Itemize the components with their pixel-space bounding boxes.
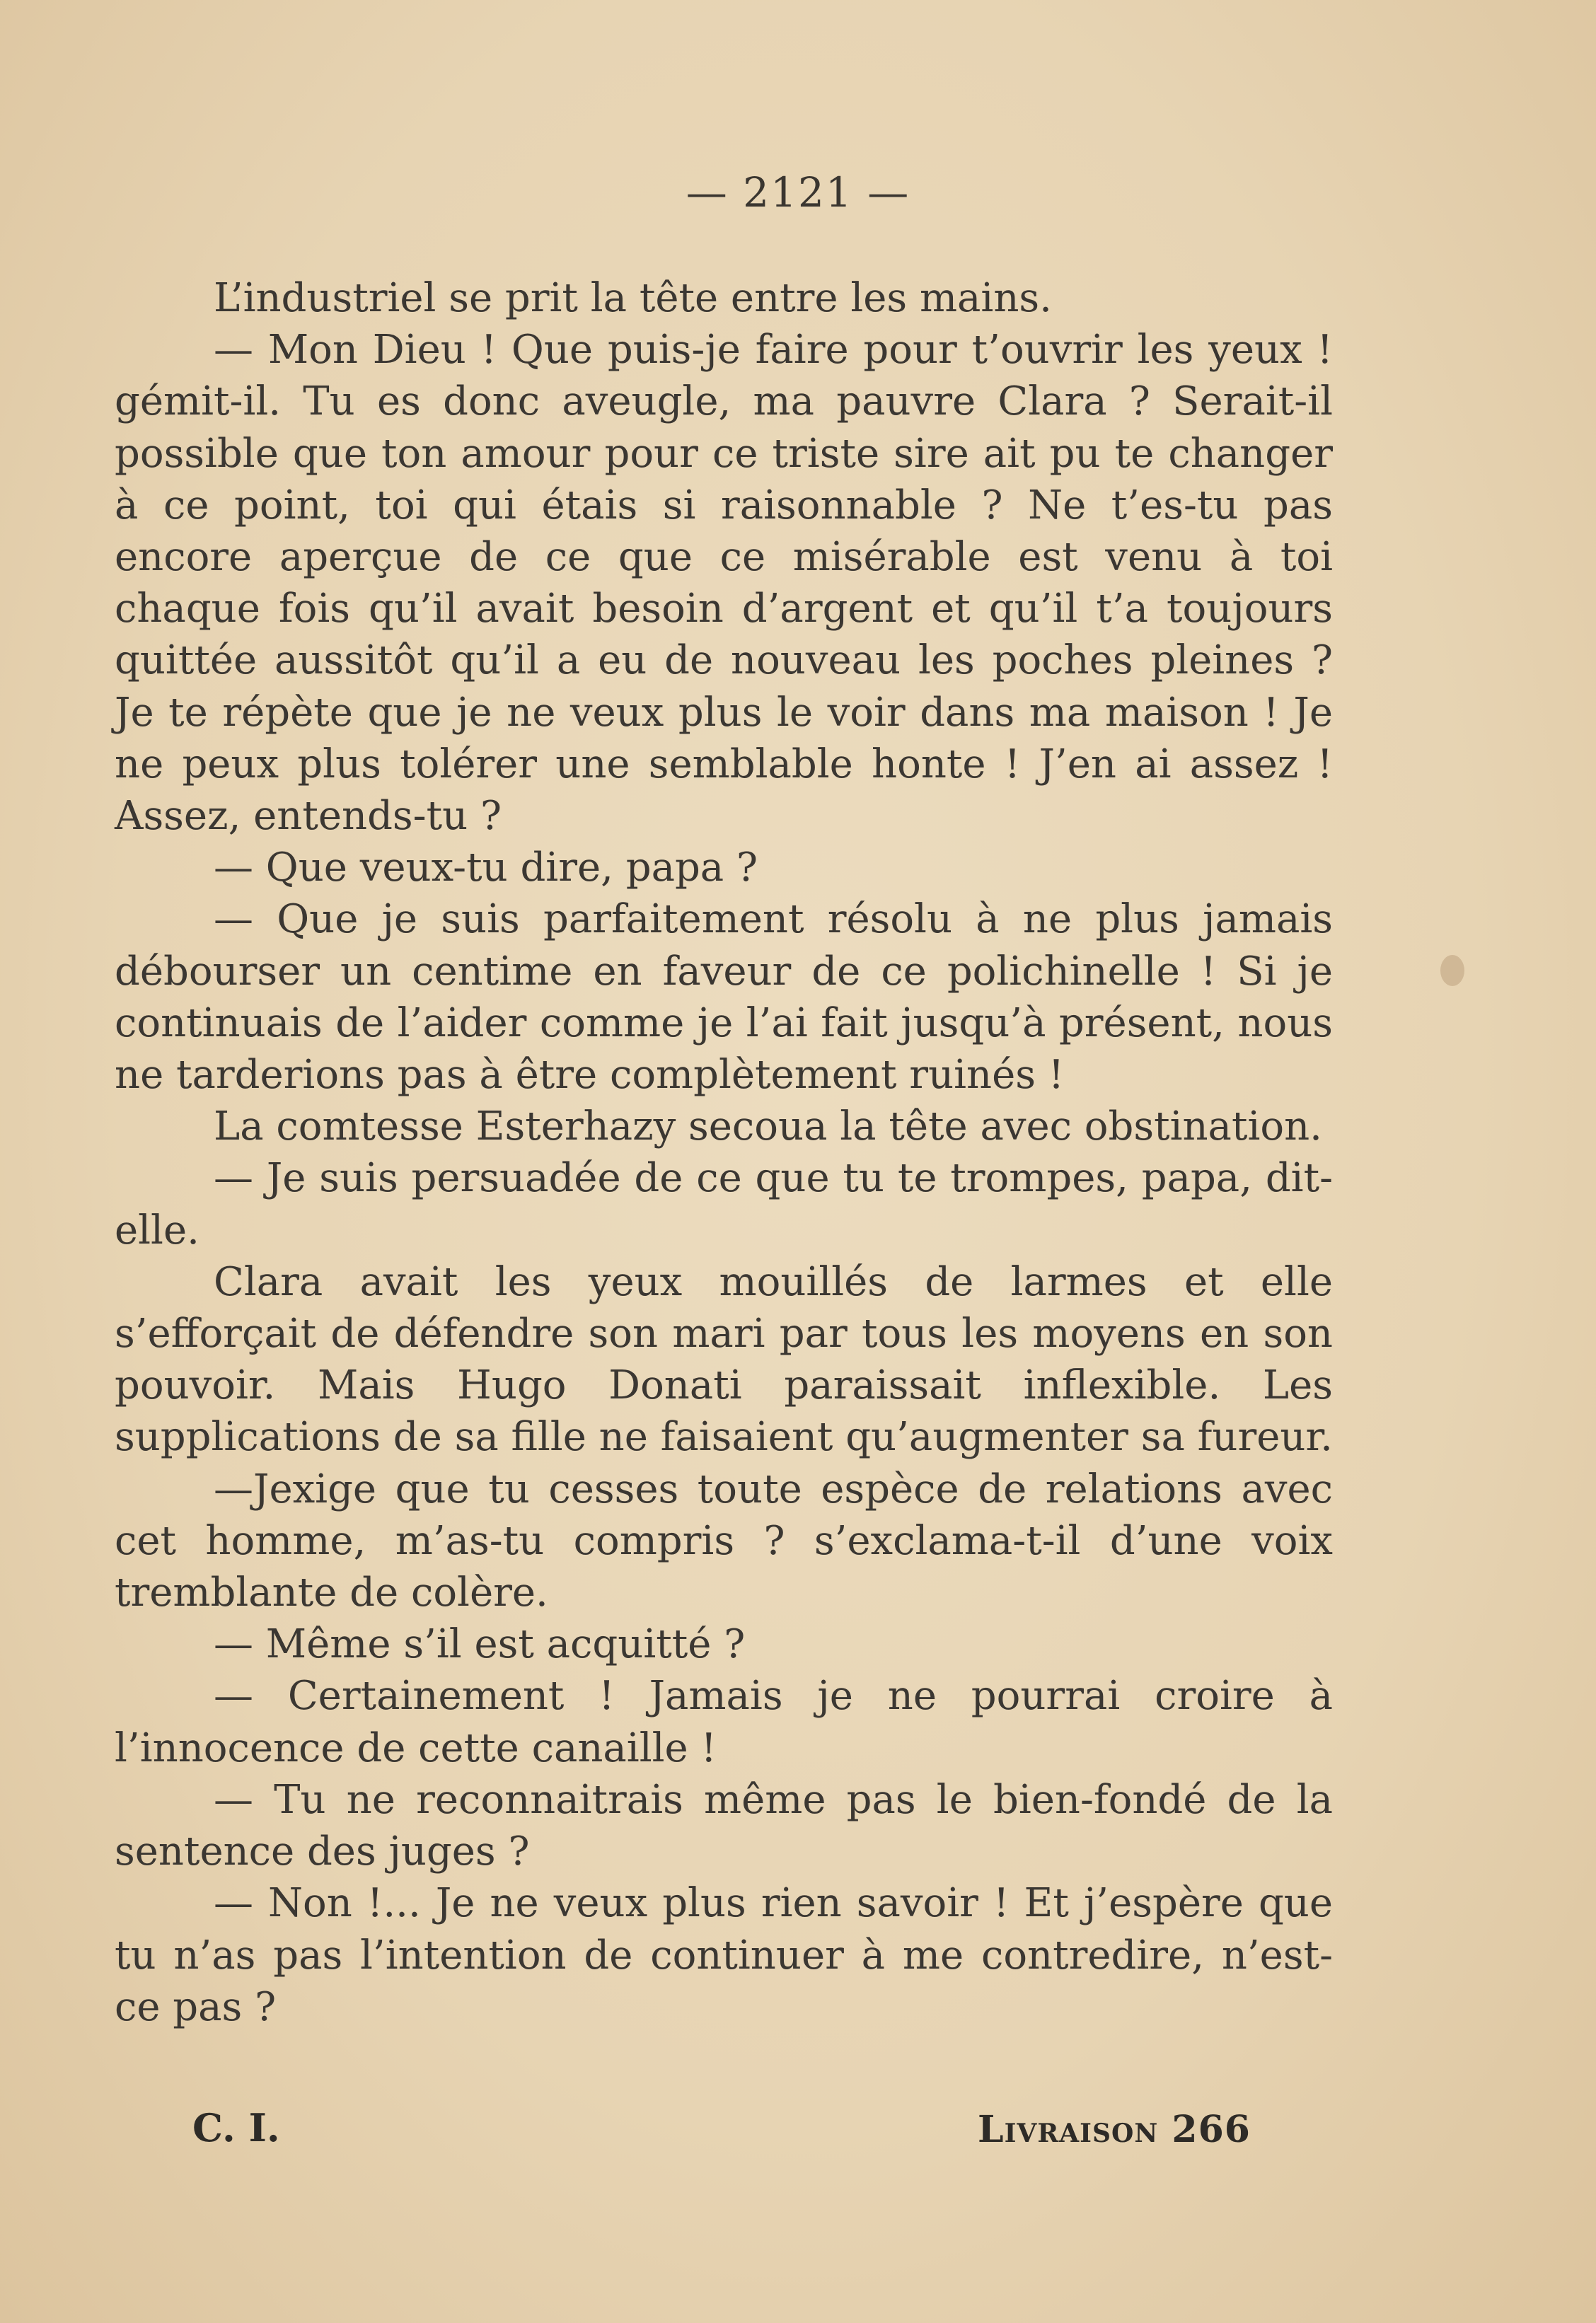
paper-stain: [1440, 955, 1464, 986]
paragraph: —Jexige que tu cesses toute espèce de relations avec cet homme, m’as-tu compris ? s’exclama-t-il d’une voix tremblante de colère.: [115, 1466, 1333, 1616]
page-number: — 2121 —: [686, 168, 910, 216]
body-text: [115, 272, 1333, 2033]
paragraph: Clara avait les yeux mouillés de larmes et elle s’efforçait de défendre son mari par tous les moyens en son pouvoir. Mais Hugo Donati paraissait inflexible. Les supplications de sa fille ne faisaient qu’augmenter sa fureur.: [115, 1258, 1333, 1461]
paragraph: — Mon Dieu ! Que puis-je faire pour t’ouvrir les yeux ! gémit-il. Tu es donc aveugle, ma pauvre Clara ? Serait-il possible que ton amour pour ce triste sire ait pu te changer à ce point, toi qui étais si raisonnable ? Ne t’es-tu pas encore aperçue de ce que ce misérable est venu à toi chaque fois qu’il avait besoin d’argent et qu’il t’a toujours quittée aussitôt qu’il a eu de nouveau les poches pleines ? Je te répète que je ne veux plus le voir dans ma maison ! Je ne peux plus tolérer une semblable honte ! J’en ai assez ! Assez, entends-tu ?: [115, 327, 1333, 840]
paragraph: — Que je suis parfaitement résolu à ne plus jamais débourser un centime en faveur de ce polichinelle ! Si je continuais de l’aider comme je l’ai fait jusqu’à présent, nous ne tarderions pas à être complètement ruinés !: [115, 896, 1333, 1099]
paragraph: — Non !... Je ne veux plus rien savoir ! Et j’espère que tu n’as pas l’intention de continuer à me contredire, n’est-ce pas ?: [115, 1880, 1333, 2030]
paragraph: — Je suis persuadée de ce que tu te trompes, papa, dit-elle.: [115, 1155, 1333, 1253]
footer-signature: C. I.: [192, 2105, 280, 2150]
paragraph: — Certainement ! Jamais je ne pourrai croire à l’innocence de cette canaille !: [115, 1673, 1333, 1771]
paragraph: — Même s’il est acquitté ?: [214, 1621, 746, 1668]
paragraph: La comtesse Esterhazy secoua la tête avec obstination.: [214, 1103, 1322, 1150]
livraison-number: 266: [1172, 2108, 1251, 2151]
paragraph: — Que veux-tu dire, papa ?: [214, 845, 758, 891]
paragraph: — Tu ne reconnaitrais même pas le bien-fondé de la sentence des juges ?: [115, 1776, 1333, 1875]
paragraph: L’industriel se prit la tête entre les mains.: [214, 275, 1052, 321]
livraison-label: Livraison: [978, 2108, 1159, 2151]
footer-livraison: [978, 2108, 1251, 2151]
